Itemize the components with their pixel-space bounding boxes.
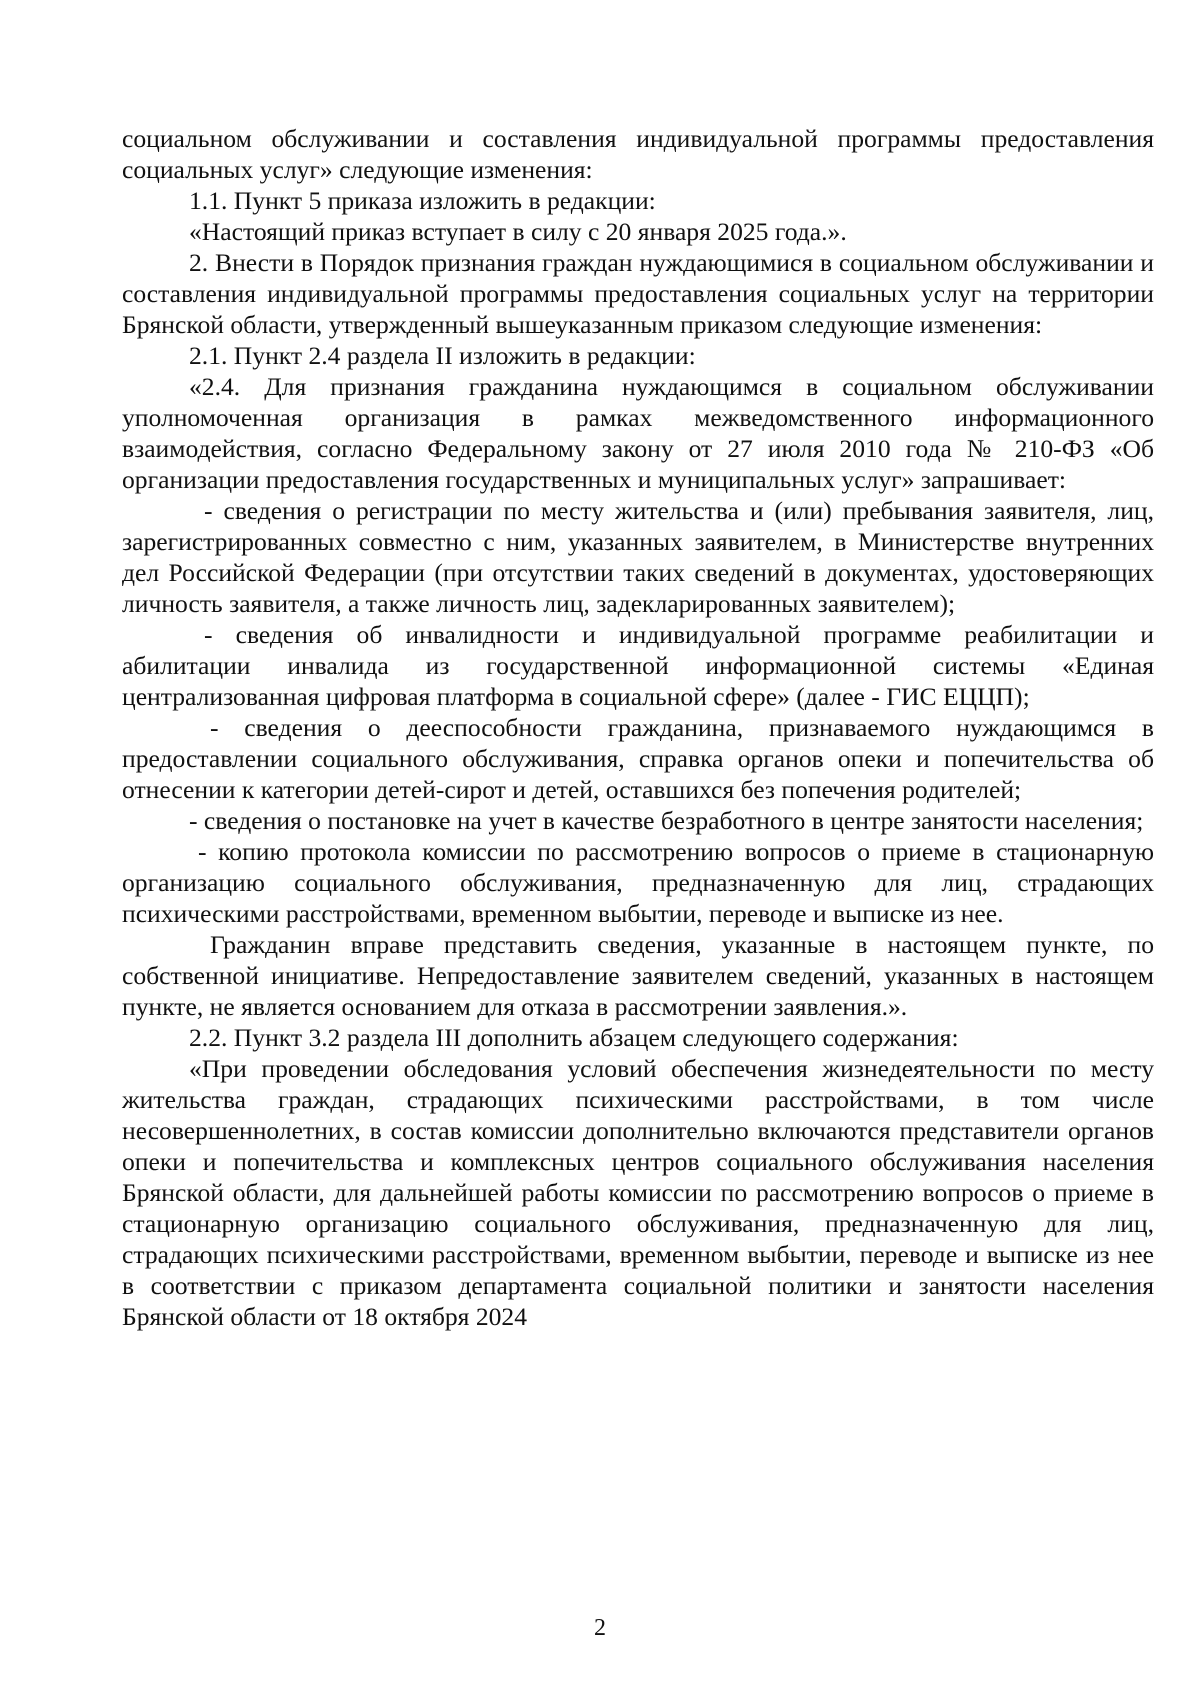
paragraph-2-2-quote: «При проведении обследования условий обеспечения жизнедеятельности по месту жительства граждан, страдающих психическими расстройствами, в том числе несовершеннолетних, в состав комиссии дополнительно включаются представители органов опеки и попечительства и комплексных центров социального обслуживания населения Брянской области, для дальнейшей работы комиссии по рассмотрению вопросов о приеме в стационарную организацию социального обслуживания, предназначенную для лиц, страдающих психическими расстройствами, временном выбытии, переводе и выписке из нее в соответствии с приказом департамента социальной политики и занятости населения Брянской области от 18 октября 2024 <box>122 1054 1154 1331</box>
paragraph-2: 2. Внести в Порядок признания граждан нуждающимися в социальном обслуживании и составления индивидуальной программы предоставления социальных услуг на территории Брянской области, утвержденный вышеуказанным приказом следующие изменения: <box>122 248 1154 339</box>
paragraph-2-4-quote: «2.4. Для признания гражданина нуждающимся в социальном обслуживании уполномоченная организация в рамках межведомственного информационного взаимодействия, согласно Федеральному закону от 27 июля 2010 года № 210-ФЗ «Об организации предоставления государственных и муниципальных услуг» запрашивает: <box>122 372 1154 494</box>
page-number: 2 <box>594 1615 606 1641</box>
paragraph-1-1-quote: «Настоящий приказ вступает в силу с 20 января 2025 года.». <box>189 217 847 246</box>
list-item-registration: - сведения о регистрации по месту жительства и (или) пребывания заявителя, лиц, зарегистрированных совместно с ним, указанных заявителем, в Министерстве внутренних дел Российской Федерации (при отсутствии таких сведений в документах, удостоверяющих личность заявителя, а также личность лиц, задекларированных заявителем); <box>122 496 1154 618</box>
list-item-protocol: - копию протокола комиссии по рассмотрению вопросов о приеме в стационарную организацию социального обслуживания, предназначенную для лиц, страдающих психическими расстройствами, временном выбытии, переводе и выписке из нее. <box>122 837 1154 928</box>
paragraph-2-2: 2.2. Пункт 3.2 раздела III дополнить абзацем следующего содержания: <box>189 1023 959 1052</box>
list-item-disability: - сведения об инвалидности и индивидуальной программе реабилитации и абилитации инвалида из государственной информационной системы «Единая централизованная цифровая платформа в социальной сфере» (далее - ГИС ЕЦЦП); <box>122 620 1154 711</box>
list-item-unemployment: - сведения о постановке на учет в качестве безработного в центре занятости населения; <box>189 806 1144 835</box>
document-body <box>122 123 1154 1332</box>
paragraph-citizen-right: Гражданин вправе представить сведения, указанные в настоящем пункте, по собственной инициативе. Непредоставление заявителем сведений, указанных в настоящем пункте, не является основанием для отказа в рассмотрении заявления.». <box>122 930 1154 1021</box>
paragraph-2-1: 2.1. Пункт 2.4 раздела II изложить в редакции: <box>189 341 696 370</box>
list-item-capacity: - сведения о дееспособности гражданина, признаваемого нуждающимся в предоставлении социального обслуживания, справка органов опеки и попечительства об отнесении к категории детей-сирот и детей, оставшихся без попечения родителей; <box>122 713 1154 804</box>
paragraph-continuation: социальном обслуживании и составления индивидуальной программы предоставления социальных услуг» следующие изменения: <box>122 124 1154 184</box>
paragraph-1-1: 1.1. Пункт 5 приказа изложить в редакции: <box>189 186 656 215</box>
